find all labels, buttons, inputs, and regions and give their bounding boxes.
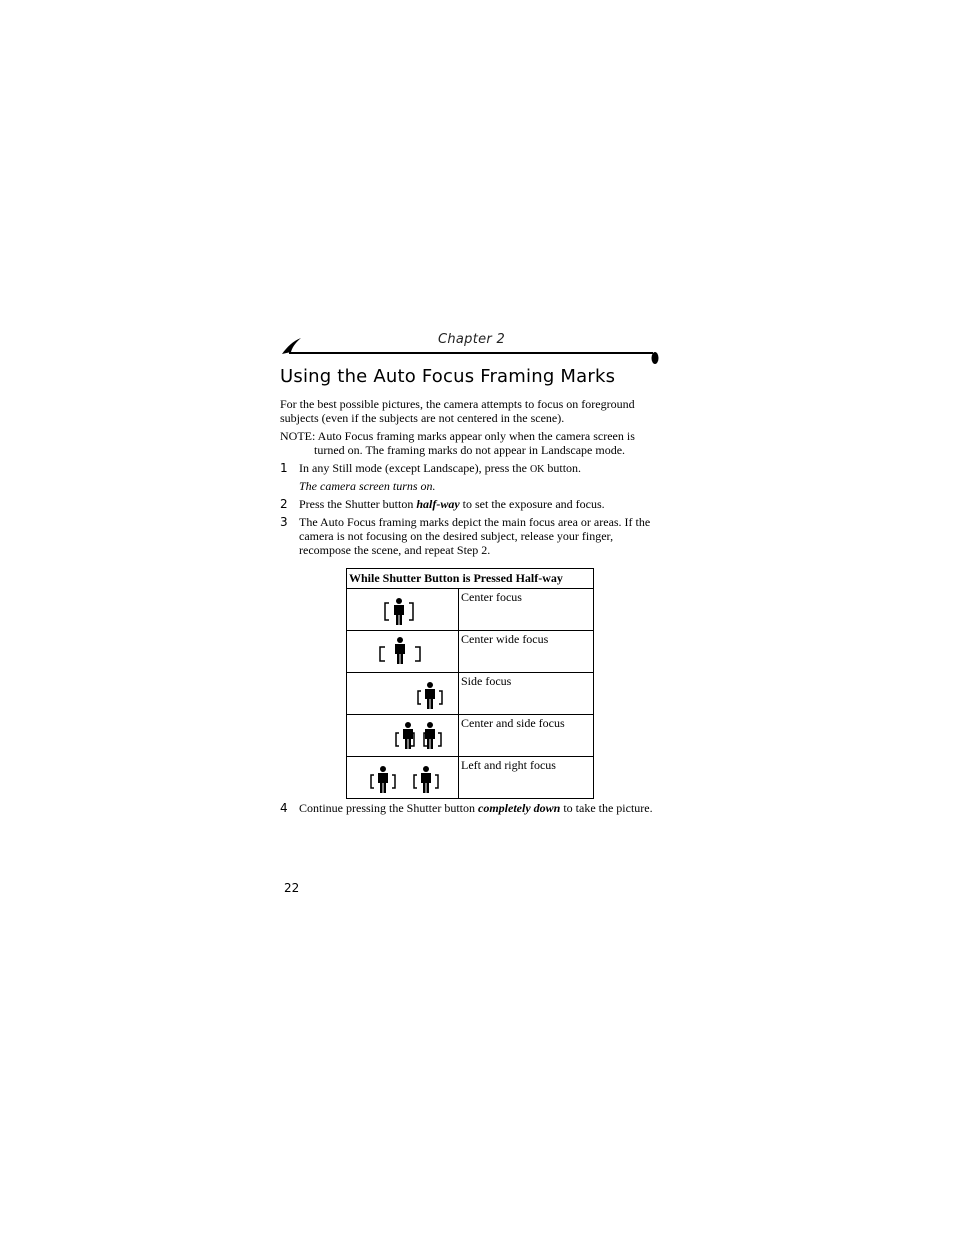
row-label: Left and right focus (459, 757, 594, 799)
center-wide-focus-icon (347, 631, 458, 672)
left-and-right-focus-icon (347, 757, 458, 798)
note-paragraph: NOTE: Auto Focus framing marks appear only when the camera screen is turned on. The framing marks do not appear in Landscape mode. (280, 429, 635, 457)
step-text: Continue pressing the Shutter button completely down to take the picture. (299, 801, 653, 815)
chapter-header (281, 330, 661, 366)
step-text: Press the Shutter button half-way to set the exposure and focus. (299, 497, 605, 511)
step-number: 2 (280, 497, 288, 511)
step-text: The Auto Focus framing marks depict the main focus area or areas. If the camera is not focusing on the desired subject, release your finger, recompose the scene, and repeat Step 2. (299, 515, 651, 557)
table-row (347, 589, 594, 631)
step-number: 3 (280, 515, 288, 529)
step-1 (280, 461, 655, 477)
table-header: While Shutter Button is Pressed Half-way (347, 569, 594, 589)
step-text: In any Still mode (except Landscape), press the OK button. (299, 461, 582, 475)
side-focus-icon (347, 673, 458, 714)
step-number: 4 (280, 801, 288, 815)
step-2 (280, 497, 655, 511)
row-label: Side focus (459, 673, 594, 715)
row-label: Center and side focus (459, 715, 594, 757)
row-label: Center wide focus (459, 631, 594, 673)
intro-paragraph: For the best possible pictures, the camera attempts to focus on foreground subjects (even if the subjects are not centered in the scene). (280, 397, 635, 425)
page-title: Using the Auto Focus Framing Marks (280, 366, 616, 387)
step-3 (280, 515, 655, 557)
table-row (347, 715, 594, 757)
focus-marks-table (346, 568, 594, 799)
step-1-result: The camera screen turns on. (299, 479, 436, 493)
chapter-label: Chapter 2 (438, 332, 506, 347)
page-number: 22 (284, 881, 300, 895)
table-row (347, 673, 594, 715)
center-and-side-focus-icon (347, 715, 458, 756)
row-label: Center focus (459, 589, 594, 631)
table-row (347, 631, 594, 673)
step-number: 1 (280, 461, 288, 475)
center-focus-icon (347, 589, 458, 630)
step-4 (280, 801, 655, 815)
table-row (347, 757, 594, 799)
